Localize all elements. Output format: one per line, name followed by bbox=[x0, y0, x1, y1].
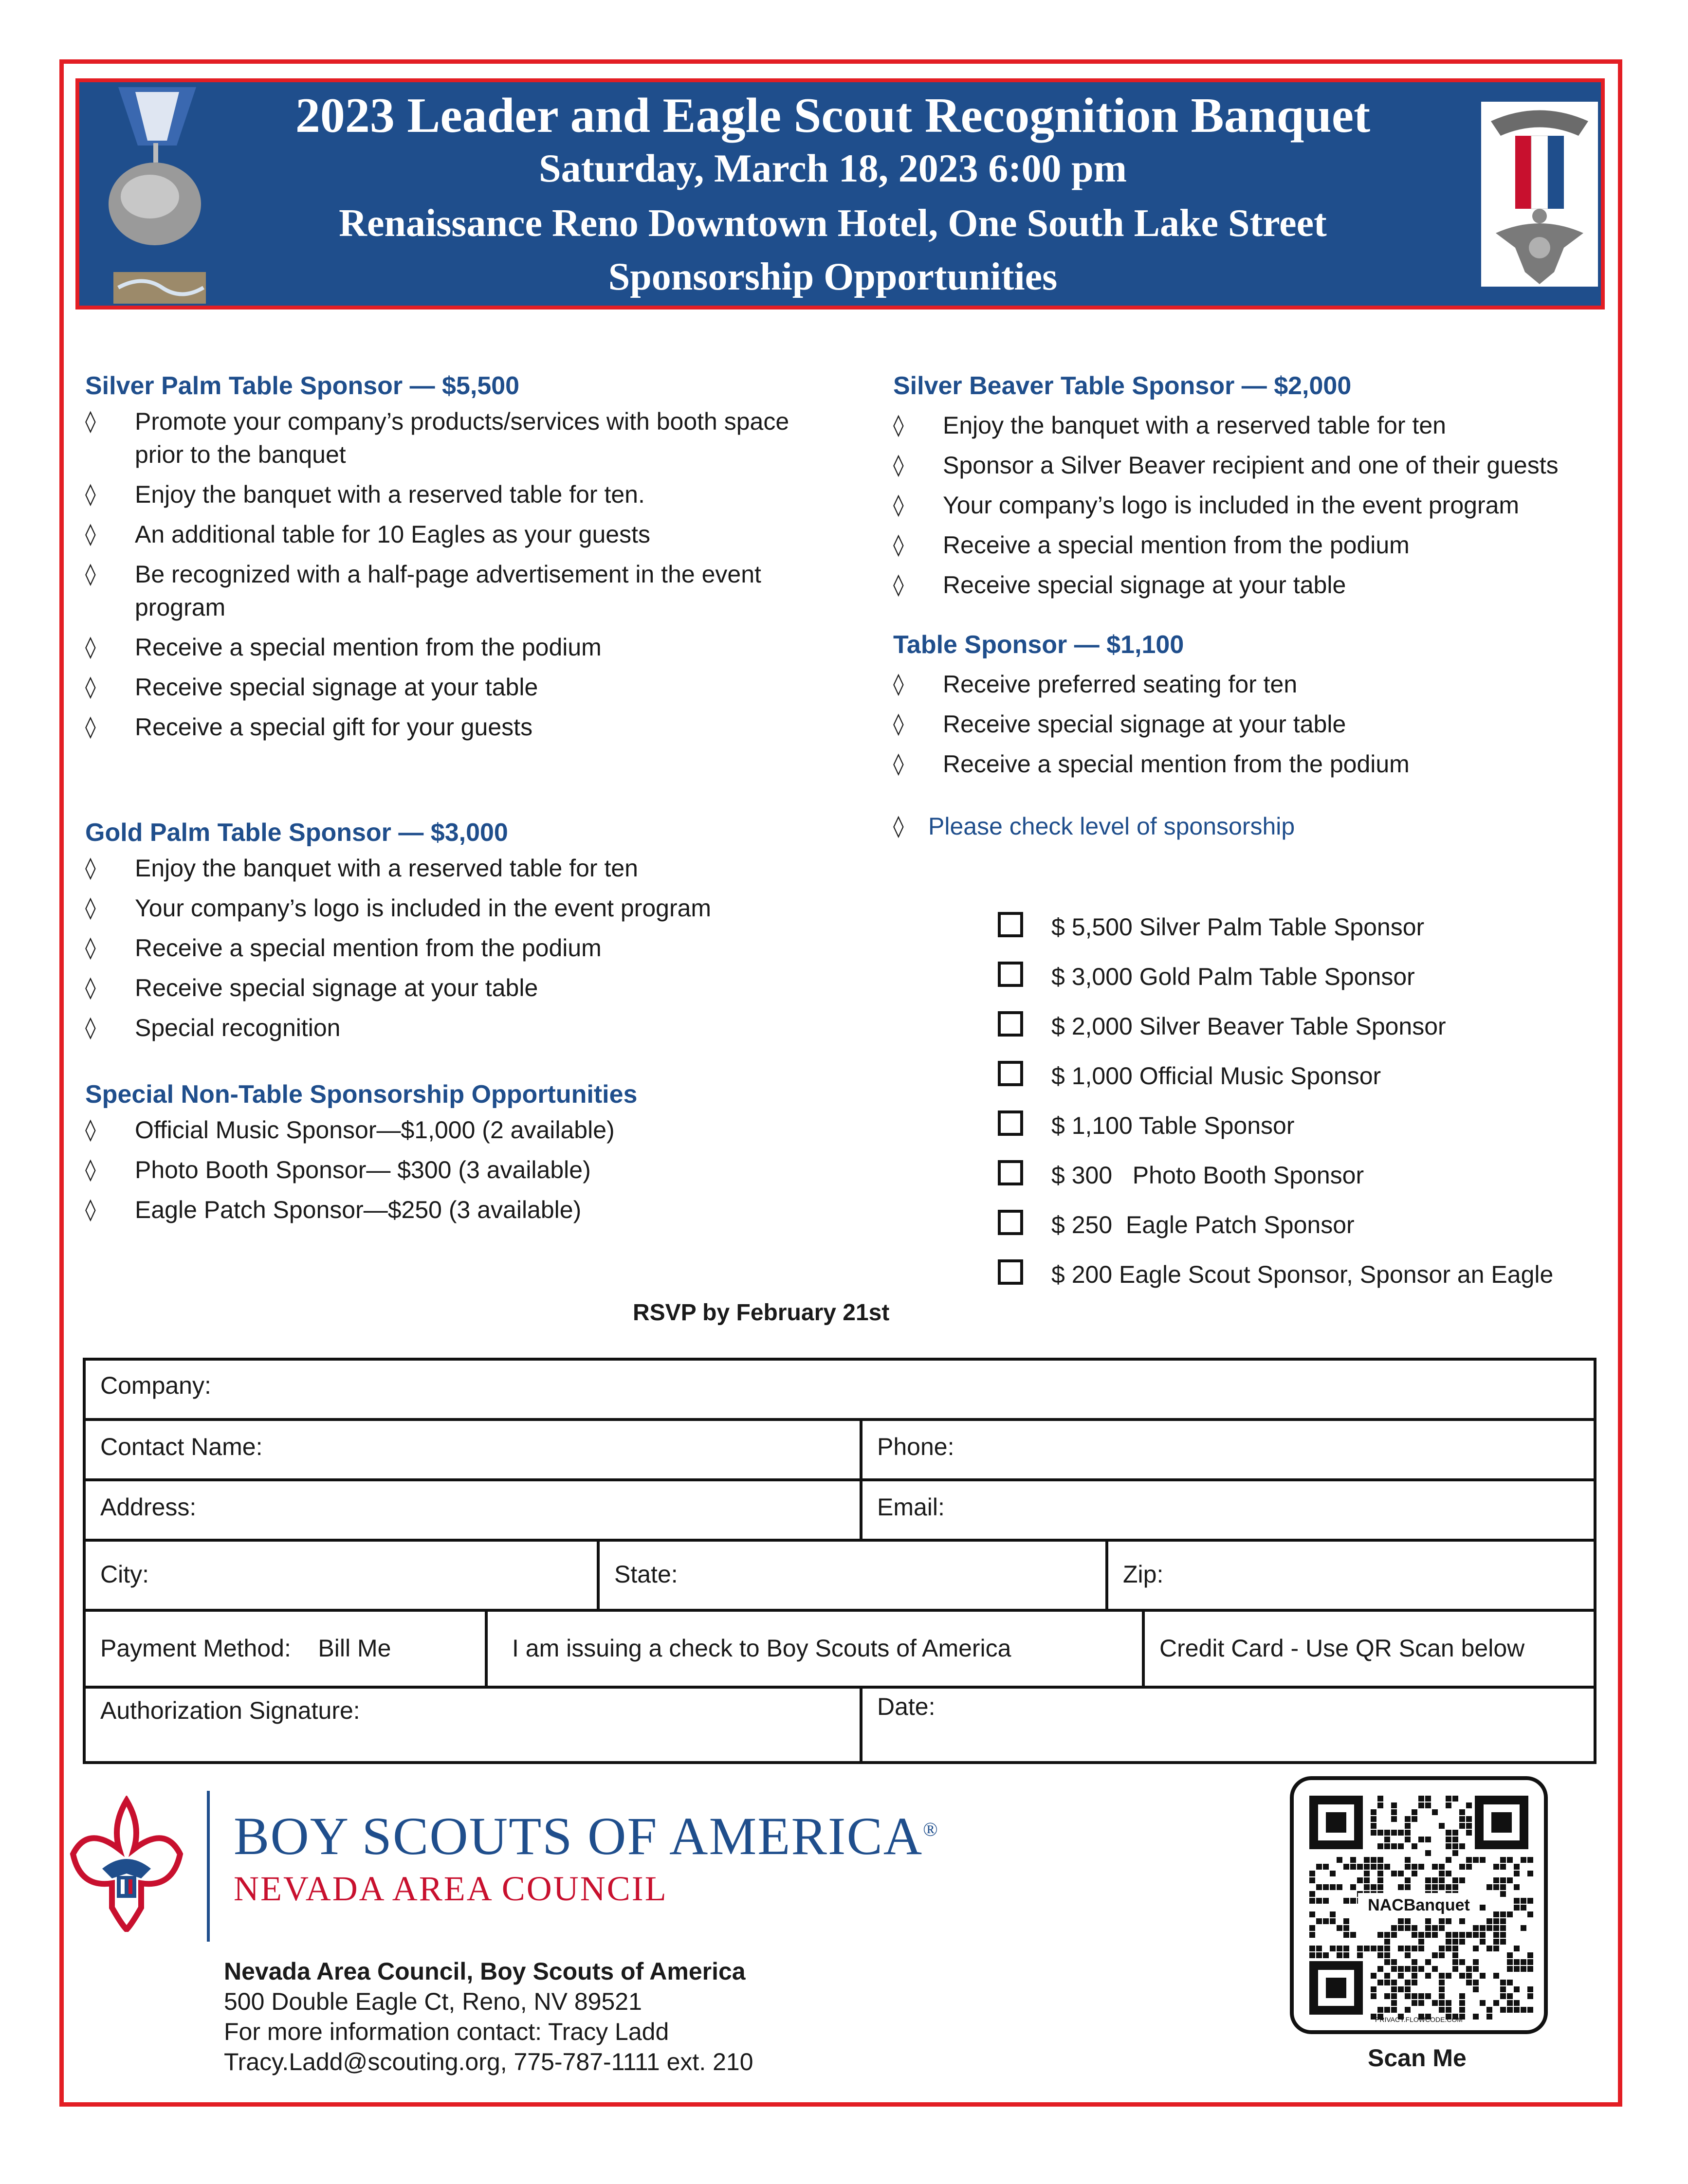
list-item: ◊ Receive special signage at your table bbox=[893, 708, 1614, 741]
non-table-benefits bbox=[85, 1113, 806, 1226]
silver-beaver-benefits bbox=[893, 409, 1614, 601]
form-divider bbox=[86, 1539, 1594, 1542]
city-field[interactable]: City: bbox=[100, 1561, 149, 1588]
checkbox[interactable] bbox=[998, 1259, 1023, 1285]
contact-block bbox=[224, 1956, 753, 2077]
qr-label: NACBanquet bbox=[1368, 1896, 1470, 1914]
silver-beaver-medal-icon bbox=[99, 87, 211, 306]
diamond-bullet-icon: ◊ bbox=[85, 1197, 96, 1222]
footer-divider bbox=[207, 1791, 210, 1942]
checkbox[interactable] bbox=[998, 1110, 1023, 1136]
diamond-bullet-icon: ◊ bbox=[85, 895, 96, 920]
contact-address: 500 Double Eagle Ct, Reno, NV 89521 bbox=[224, 1988, 642, 2015]
payment-check-option[interactable]: I am issuing a check to Boy Scouts of America bbox=[512, 1635, 1011, 1662]
list-item: ◊ Photo Booth Sponsor— $300 (3 available) bbox=[85, 1153, 806, 1186]
sponsorship-level-prompt: ◊ Please check level of sponsorship bbox=[893, 810, 1614, 843]
list-item: ◊ Receive preferred seating for ten bbox=[893, 668, 1614, 701]
list-item: ◊ Receive special signage at your table bbox=[85, 671, 806, 704]
diamond-bullet-icon: ◊ bbox=[85, 562, 96, 586]
list-item: ◊ Enjoy the banquet with a reserved table for ten bbox=[85, 852, 806, 885]
diamond-bullet-icon: ◊ bbox=[893, 492, 904, 517]
zip-field[interactable]: Zip: bbox=[1123, 1561, 1164, 1588]
list-item: ◊ Enjoy the banquet with a reserved table for ten bbox=[893, 409, 1614, 442]
diamond-bullet-icon: ◊ bbox=[893, 672, 904, 696]
diamond-bullet-icon: ◊ bbox=[85, 855, 96, 880]
left-column bbox=[85, 370, 806, 1233]
diamond-bullet-icon: ◊ bbox=[893, 453, 904, 477]
diamond-bullet-icon: ◊ bbox=[85, 635, 96, 659]
qr-code-icon[interactable] bbox=[1290, 1776, 1548, 2034]
list-item: ◊ Your company’s logo is included in the event program bbox=[85, 892, 806, 925]
event-date: Saturday, March 18, 2023 6:00 pm bbox=[538, 146, 1127, 190]
diamond-bullet-icon: ◊ bbox=[85, 522, 96, 546]
diamond-bullet-icon: ◊ bbox=[85, 935, 96, 960]
bsa-wordmark: BOY SCOUTS OF AMERICA® bbox=[234, 1806, 939, 1866]
diamond-bullet-icon: ◊ bbox=[893, 413, 904, 437]
form-divider bbox=[86, 1609, 1594, 1612]
company-field[interactable]: Company: bbox=[100, 1372, 211, 1399]
payment-credit-card-option[interactable]: Credit Card - Use QR Scan below bbox=[1159, 1635, 1525, 1662]
list-item: ◊ Receive special signage at your table bbox=[85, 971, 806, 1004]
checkbox[interactable] bbox=[998, 912, 1023, 937]
diamond-bullet-icon: ◊ bbox=[85, 1117, 96, 1142]
gold-palm-benefits bbox=[85, 852, 806, 1044]
diamond-bullet-icon: ◊ bbox=[85, 1157, 96, 1182]
diamond-bullet-icon: ◊ bbox=[893, 751, 904, 776]
list-item: ◊ Official Music Sponsor—$1,000 (2 available) bbox=[85, 1113, 806, 1147]
date-field[interactable]: Date: bbox=[877, 1693, 936, 1720]
table-sponsor-benefits bbox=[893, 668, 1614, 781]
list-item: ◊ Receive a special mention from the podium bbox=[85, 931, 806, 965]
rsvp-deadline: RSVP by February 21st bbox=[633, 1300, 890, 1326]
diamond-bullet-icon: ◊ bbox=[85, 674, 96, 699]
email-field[interactable]: Email: bbox=[877, 1493, 945, 1521]
contact-name-field[interactable]: Contact Name: bbox=[100, 1433, 263, 1460]
form-divider bbox=[86, 1418, 1594, 1421]
header-banner bbox=[75, 78, 1605, 309]
form-divider bbox=[86, 1686, 1594, 1689]
form-divider bbox=[86, 1478, 1594, 1481]
page-subtitle: Sponsorship Opportunities bbox=[608, 255, 1058, 298]
non-table-heading: Special Non-Table Sponsorship Opportunities bbox=[85, 1080, 638, 1109]
right-column bbox=[893, 370, 1614, 843]
diamond-bullet-icon: ◊ bbox=[893, 711, 904, 736]
diamond-bullet-icon: ◊ bbox=[85, 409, 96, 434]
silver-palm-benefits bbox=[85, 405, 806, 744]
contact-title: Nevada Area Council, Boy Scouts of America bbox=[224, 1958, 746, 1985]
contact-email-phone[interactable]: Tracy.Ladd@scouting.org, 775-787-1111 ext. 210 bbox=[224, 2048, 753, 2075]
list-item: ◊ Receive a special mention from the podium bbox=[893, 747, 1614, 781]
list-item: ◊ Enjoy the banquet with a reserved table for ten. bbox=[85, 478, 806, 511]
list-item: ◊ Your company’s logo is included in the event program bbox=[893, 489, 1614, 522]
list-item: ◊ Receive special signage at your table bbox=[893, 568, 1614, 601]
eagle-scout-medal-icon bbox=[1481, 102, 1598, 287]
silver-beaver-heading: Silver Beaver Table Sponsor — $2,000 bbox=[893, 372, 1352, 400]
checkbox[interactable] bbox=[998, 1210, 1023, 1235]
qr-footer: PRIVACY.FLOWCODE.COM bbox=[1375, 2016, 1463, 2023]
gold-palm-heading: Gold Palm Table Sponsor — $3,000 bbox=[85, 819, 508, 847]
list-item: ◊ Be recognized with a half-page advertisement in the event program bbox=[85, 558, 806, 624]
scan-me-label: Scan Me bbox=[1368, 2044, 1467, 2072]
council-wordmark: NEVADA AREA COUNCIL bbox=[234, 1869, 668, 1908]
diamond-bullet-icon: ◊ bbox=[85, 482, 96, 507]
list-item: ◊ Receive a special mention from the podium bbox=[85, 631, 806, 664]
form-divider bbox=[485, 1609, 488, 1686]
diamond-bullet-icon: ◊ bbox=[85, 714, 96, 739]
list-item: ◊ Special recognition bbox=[85, 1011, 806, 1044]
page-title: 2023 Leader and Eagle Scout Recognition Banquet bbox=[295, 88, 1371, 143]
list-item: ◊ Receive a special gift for your guests bbox=[85, 710, 806, 744]
phone-field[interactable]: Phone: bbox=[877, 1433, 954, 1460]
diamond-bullet-icon: ◊ bbox=[893, 814, 904, 838]
diamond-bullet-icon: ◊ bbox=[85, 1015, 96, 1040]
diamond-bullet-icon: ◊ bbox=[893, 532, 904, 557]
event-venue: Renaissance Reno Downtown Hotel, One South Lake Street bbox=[339, 202, 1327, 245]
silver-palm-heading: Silver Palm Table Sponsor — $5,500 bbox=[85, 372, 520, 400]
checkbox[interactable] bbox=[998, 1011, 1023, 1037]
signature-field[interactable]: Authorization Signature: bbox=[100, 1697, 360, 1724]
bsa-fleur-de-lis-logo-icon bbox=[68, 1796, 185, 1932]
list-item: ◊ Eagle Patch Sponsor—$250 (3 available) bbox=[85, 1193, 806, 1226]
list-item: ◊ Receive a special mention from the podium bbox=[893, 528, 1614, 562]
diamond-bullet-icon: ◊ bbox=[893, 572, 904, 597]
checkbox[interactable] bbox=[998, 962, 1023, 987]
checkbox[interactable] bbox=[998, 1061, 1023, 1086]
registration-form bbox=[83, 1358, 1596, 1764]
address-field[interactable]: Address: bbox=[100, 1493, 197, 1521]
contact-person: For more information contact: Tracy Ladd bbox=[224, 2018, 669, 2045]
list-item: ◊ An additional table for 10 Eagles as your guests bbox=[85, 518, 806, 551]
list-item: ◊ Promote your company’s products/services with booth space prior to the banquet bbox=[85, 405, 806, 471]
table-sponsor-heading: Table Sponsor — $1,100 bbox=[893, 631, 1184, 659]
state-field[interactable]: State: bbox=[614, 1561, 678, 1588]
diamond-bullet-icon: ◊ bbox=[85, 975, 96, 1000]
payment-bill-me-option[interactable]: Payment Method: Bill Me bbox=[100, 1635, 391, 1662]
list-item: ◊ Sponsor a Silver Beaver recipient and one of their guests bbox=[893, 449, 1614, 482]
checkbox[interactable] bbox=[998, 1160, 1023, 1185]
